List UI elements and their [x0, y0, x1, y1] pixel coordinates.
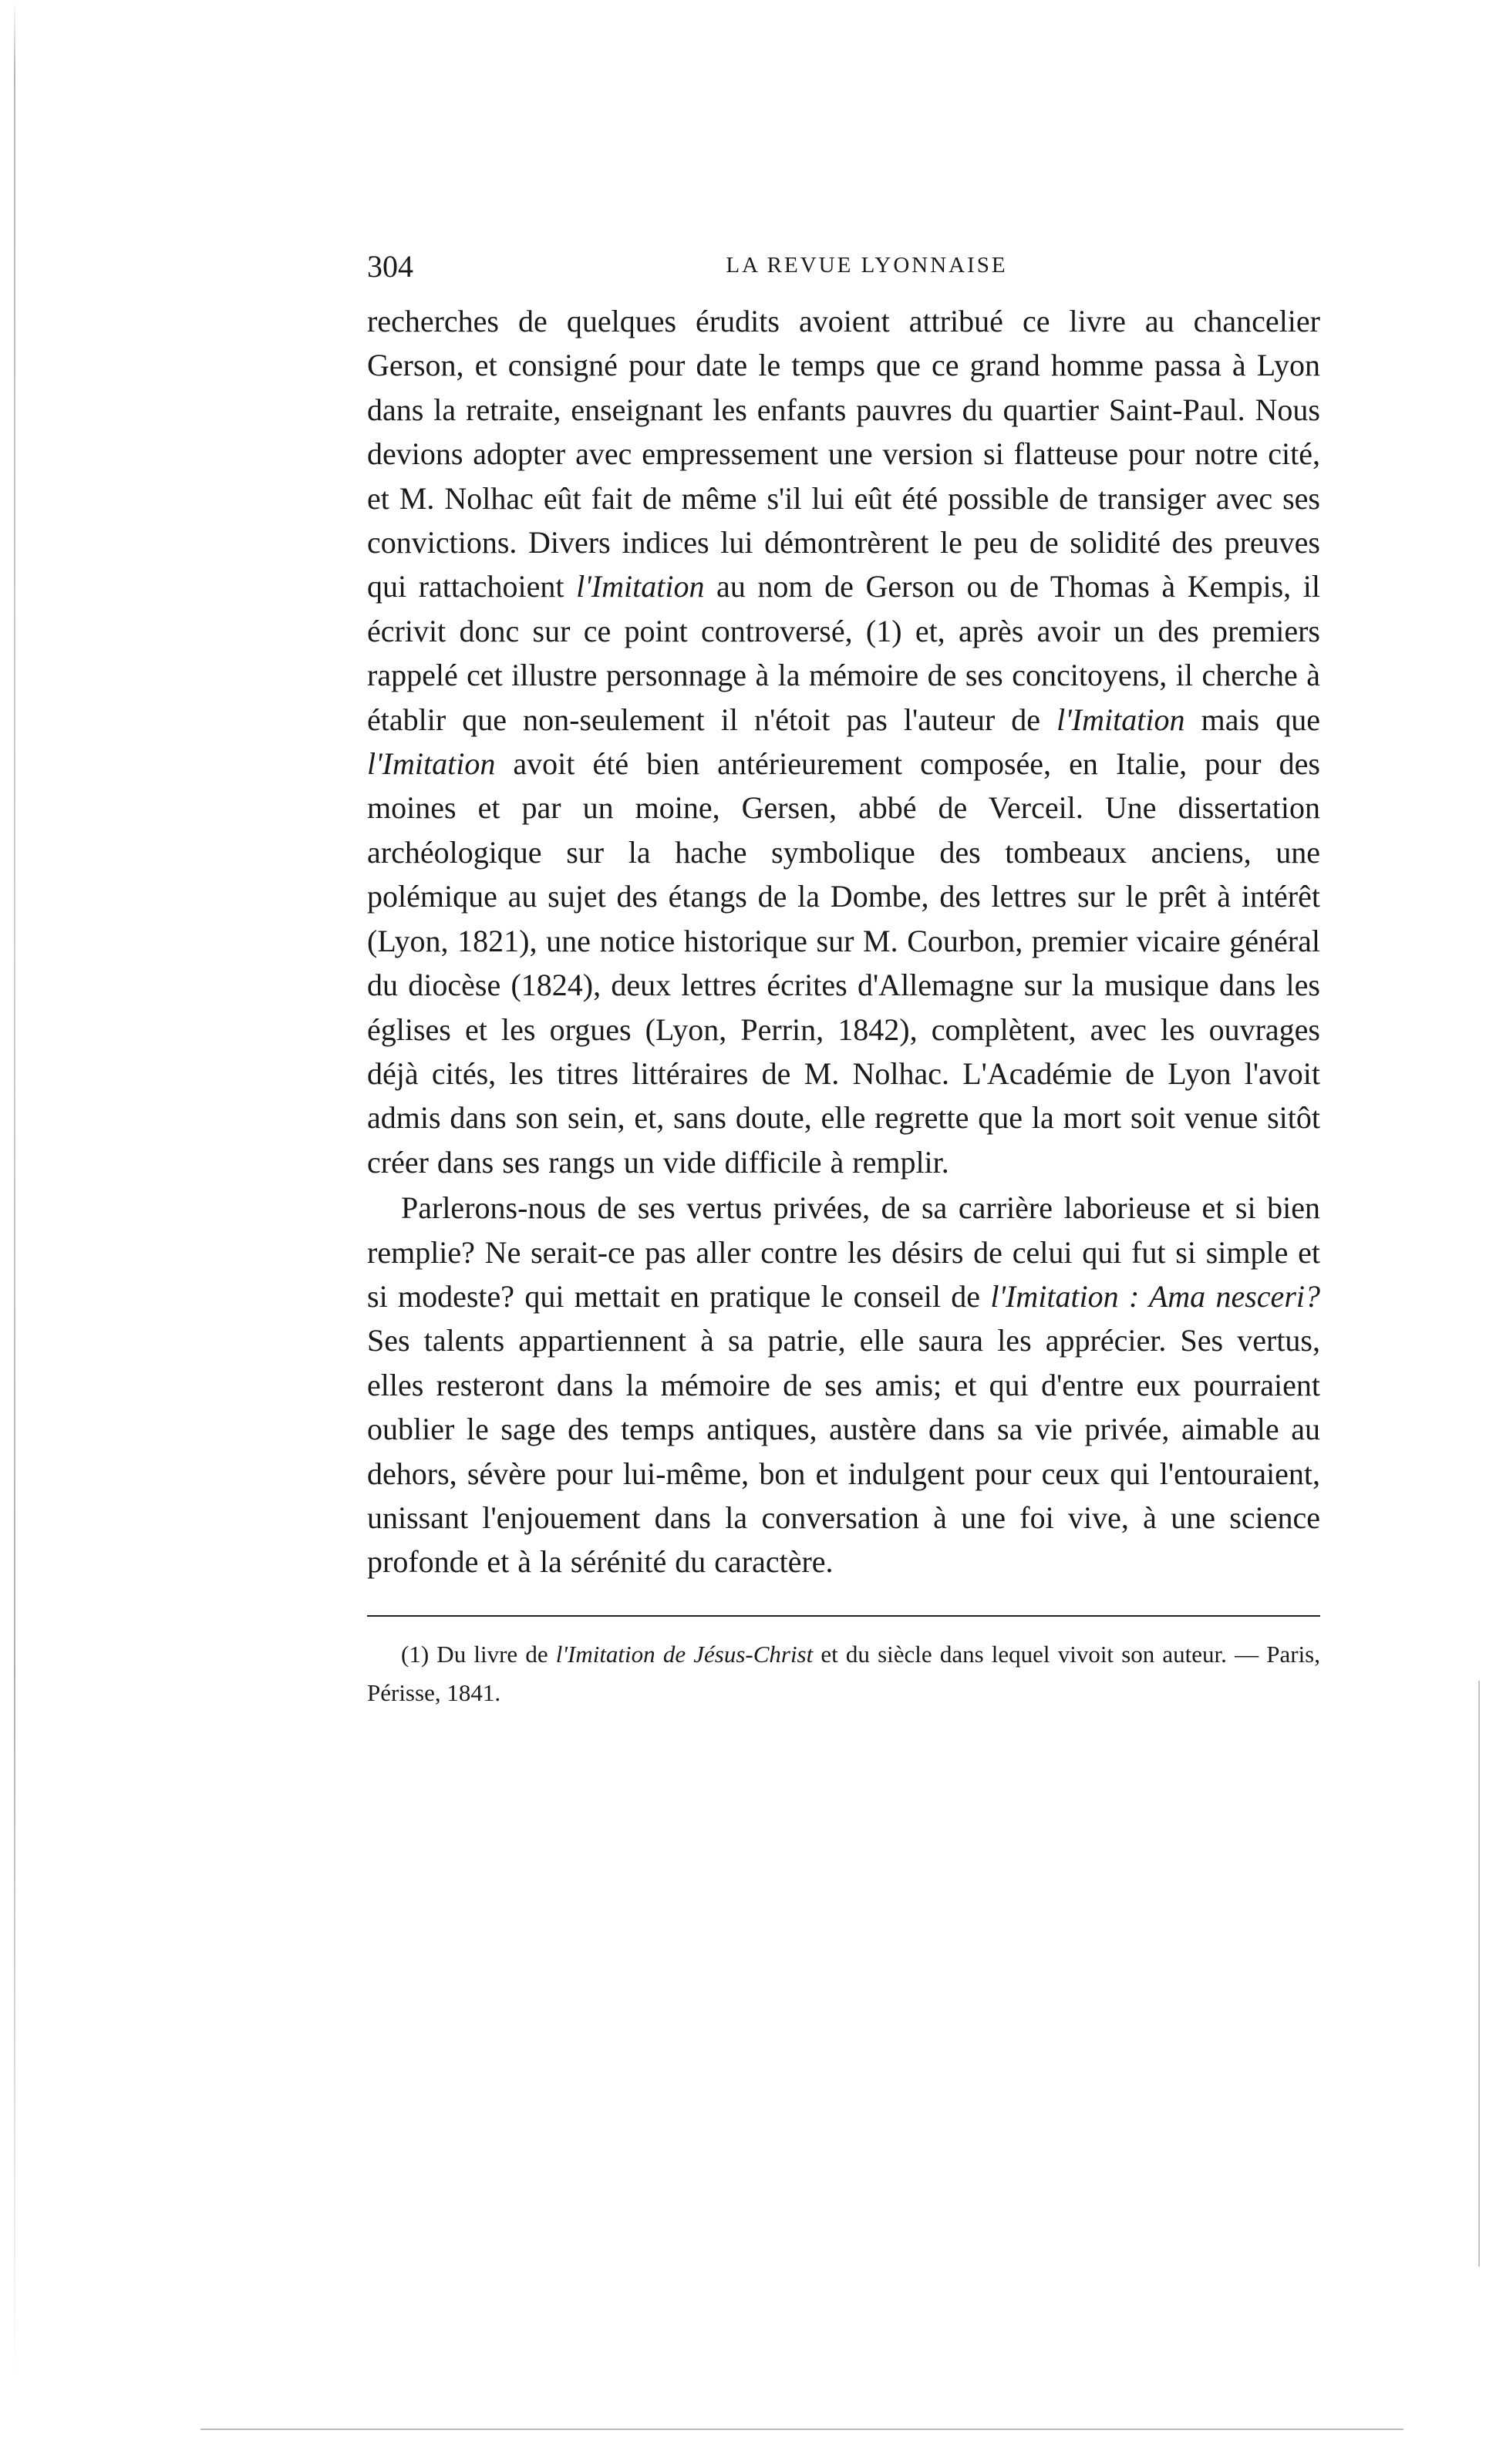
paragraph-1-italic-b: l'Imitation — [1056, 702, 1185, 737]
running-title: LA REVUE LYONNAISE — [726, 253, 1008, 278]
footnote-text-b: et du siècle dans lequel vivoit son auteur. — Paris, Périsse, 1841. — [367, 1640, 1320, 1706]
page-number: 304 — [367, 249, 413, 284]
footnote-text-a: (1) Du livre de — [401, 1640, 556, 1668]
scan-edge-bottom — [200, 2429, 1403, 2430]
footnote-rule — [367, 1615, 1320, 1617]
scan-edge-left — [14, 0, 15, 2390]
scan-edge-right — [1478, 1681, 1480, 2267]
paragraph-continuation — [367, 299, 1320, 1184]
paragraph-2-text-b: Ses talents appartiennent à sa patrie, elle saura les apprécier. Ses vertus, elles resteront dans la mémoire de ses amis; et qui d'entre eux pourraient oublier le sage des temps antiques, austère dans sa vie privée, aimable au dehors, sévère pour lui-même, bon et indulgent pour ceux qui l'entouraient, unissant l'enjouement dans la conversation à une foi vive, à une science profonde et à la sérénité du caractère. — [367, 1323, 1320, 1580]
footnote-italic: l'Imitation de Jésus-Christ — [555, 1640, 814, 1668]
paragraph-1-text-b: au nom de Gerson ou de Thomas à Kempis, il écrivit donc sur ce point controversé, (1) et, après avoir un des premiers rappelé cet illustre personnage à la mémoire de ses concitoyens, il cherche à établir que non-seulement il n'étoit pas l'auteur de — [367, 569, 1320, 737]
running-head — [367, 248, 1320, 295]
paragraph-1-text-d: avoit été bien antérieurement composée, en Italie, pour des moines et par un moine, Gersen, abbé de Verceil. Une dissertation archéologique sur la hache symbolique des tombeaux anciens, une polémique au sujet des étangs de la Dombe, des lettres sur le prêt à intérêt (Lyon, 1821), une notice historique sur M. Courbon, premier vicaire général du diocèse (1824), deux lettres écrites d'Allemagne sur la musique dans les églises et les orgues (Lyon, Perrin, 1842), complètent, avec les ouvrages déjà cités, les titres littéraires de M. Nolhac. L'Académie de Lyon l'avoit admis dans son sein, et, sans doute, elle regrette que la mort soit venue sitôt créer dans ses rangs un vide difficile à remplir. — [367, 746, 1320, 1180]
paragraph-1-italic-c: l'Imitation — [367, 746, 496, 782]
paragraph-2-italic-a: l'Imitation : Ama nesceri? — [990, 1278, 1320, 1314]
paragraph-2-text-a: Parlerons-nous de ses vertus privées, de sa carrière laborieuse et si bien remplie? Ne serait-ce pas aller contre les désirs de celui qui fut si simple et si modeste? qui mettait en pratique le conseil de — [367, 1190, 1320, 1314]
footnote — [367, 1635, 1320, 1712]
paragraph-1-text-a: recherches de quelques érudits avoient attribué ce livre au chancelier Gerson, et consigné pour date le temps que ce grand homme passa à Lyon dans la retraite, enseignant les enfants pauvres du quartier Saint-Paul. Nous devions adopter avec empressement une version si flatteuse pour notre cité, et M. Nolhac eût fait de même s'il lui eût été possible de transiger avec ses convictions. Divers indices lui démontrèrent le peu de solidité des preuves qui rattachoient — [367, 304, 1320, 604]
paragraph-1-italic-a: l'Imitation — [576, 569, 705, 604]
paragraph-1-text-c: mais que — [1184, 702, 1320, 737]
book-page — [367, 248, 1320, 1712]
paragraph-vertus — [367, 1186, 1320, 1584]
